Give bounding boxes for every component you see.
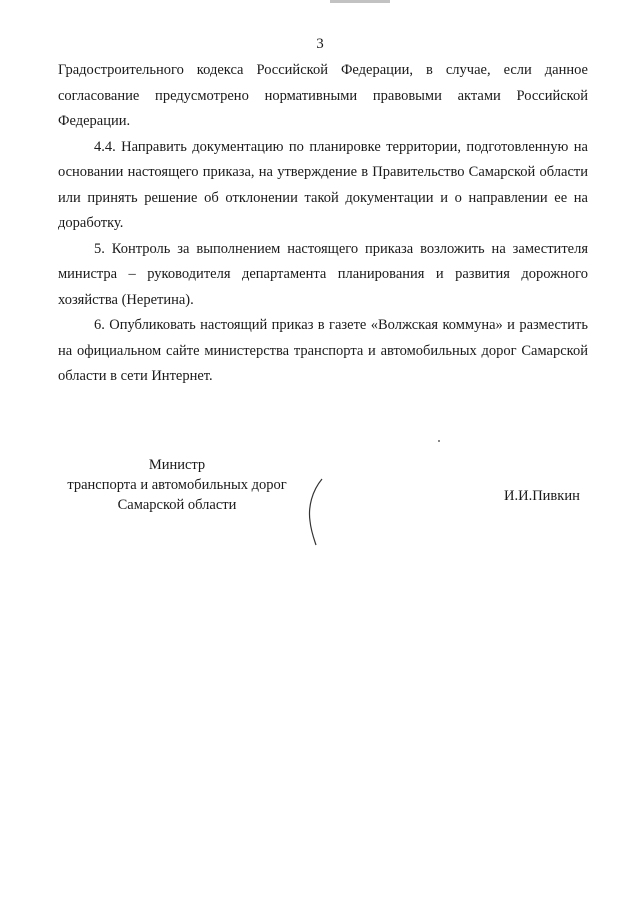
- paragraph: 5. Контроль за выполнением настоящего приказа возложить на заместителя министра – руководителя департамента планирования и развития дорожного хозяйства (Неретина).: [58, 240, 588, 308]
- scan-edge-artifact: [330, 0, 390, 3]
- signatory-title-line: Самарской области: [117, 497, 237, 513]
- signatory-title: [52, 455, 302, 515]
- scan-speck: [438, 440, 440, 442]
- page-number: 3: [316, 36, 324, 52]
- paragraph: 4.4. Направить документацию по планировке территории, подготовленную на основании настоящего приказа, на утверждение в Правительство Самарской области или принять решение об отклонении такой документации и о направлении ее на доработку.: [58, 138, 588, 231]
- paragraph: Градостроительного кодекса Российской Федерации, в случае, если данное согласование предусмотрено нормативными правовыми актами Российской Федерации.: [58, 62, 588, 129]
- signatory-title-line: транспорта и автомобильных дорог: [67, 477, 287, 493]
- handwritten-signature: [300, 477, 340, 547]
- signatory-name: И.И.Пивкин: [504, 488, 580, 504]
- paragraph: 6. Опубликовать настоящий приказ в газете «Волжская коммуна» и разместить на официальном сайте министерства транспорта и автомобильных дорог Самарской области в сети Интернет.: [58, 317, 588, 384]
- document-body: [58, 58, 588, 390]
- signatory-title-line: Министр: [148, 457, 206, 473]
- signature-block: [0, 455, 640, 555]
